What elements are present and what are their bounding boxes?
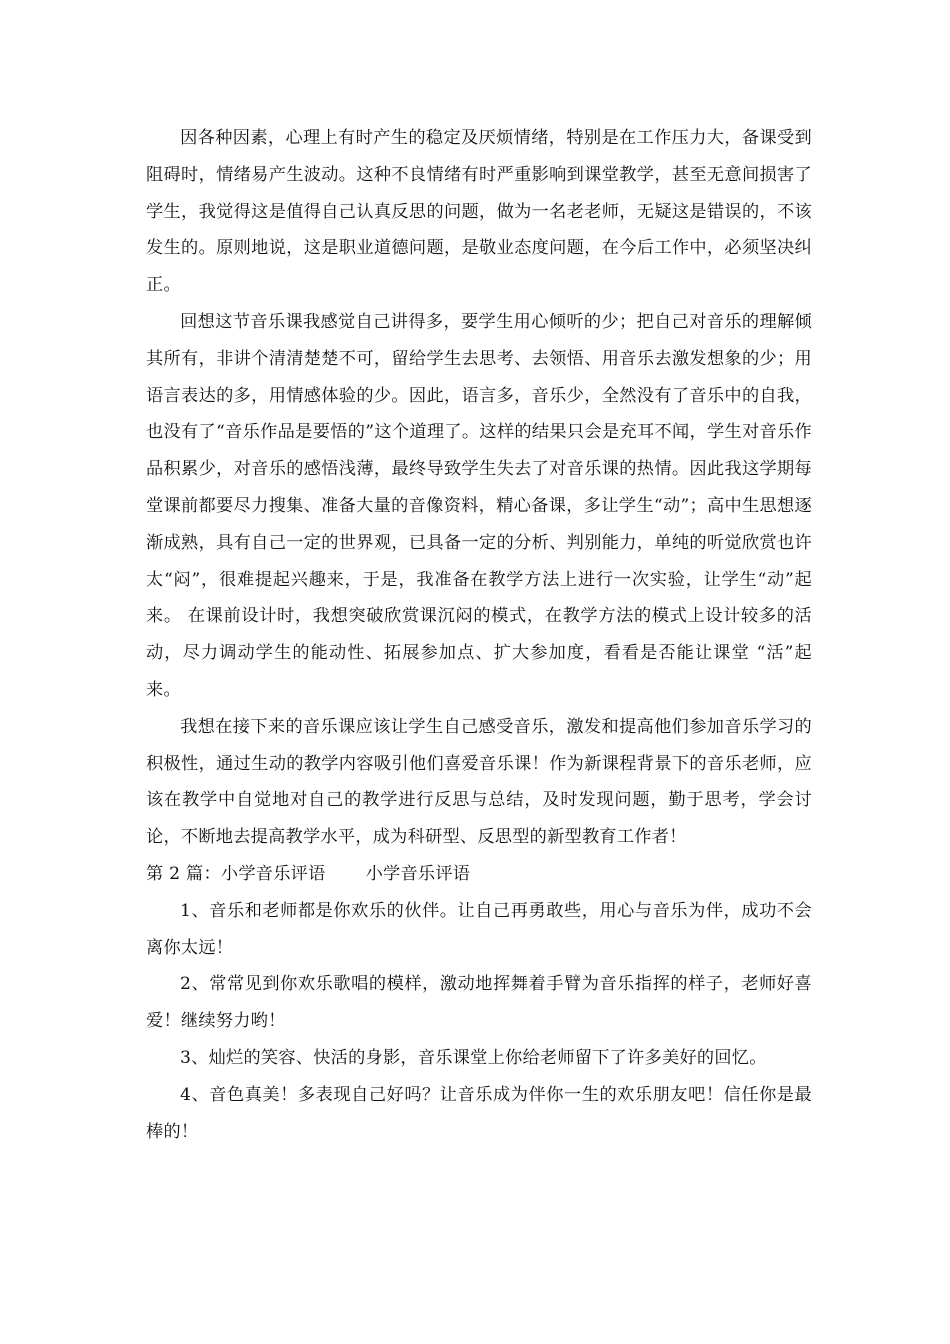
body-paragraph-2 [146,304,812,709]
section-heading-label: 第 2 篇：小学音乐评语 [146,863,326,884]
comment-item-2-text: 2、常常见到你欢乐歌唱的模样，激动地挥舞着手臂为音乐指挥的样子，老师好喜爱！继续努力哟！ [146,974,812,1032]
comment-item-3-text: 3、灿烂的笑容、快活的身影，音乐课堂上你给老师留下了许多美好的回忆。 [180,1047,767,1068]
section-heading-subtitle: 小学音乐评语 [365,863,471,884]
comment-item-4-text: 4、音色真美！多表现自己好吗？让音乐成为伴你一生的欢乐朋友吧！信任你是最棒的！ [146,1084,812,1142]
body-paragraph-2-text: 回想这节音乐课我感觉自己讲得多，要学生用心倾听的少；把自己对音乐的理解倾其所有，非讲个清清楚楚不可，留给学生去思考、去领悟、用音乐去激发想象的少；用语言表达的多，用情感体验的少。因此，语言多，音乐少，全然没有了音乐中的自我，也没有了“音乐作品是要悟的”这个道理了。这样的结果只会是充耳不闻，学生对音乐作品积累少，对音乐的感悟浅薄，最终导致学生失去了对音乐课的热情。因此我这学期每堂课前都要尽力搜集、准备大量的音像资料，精心备课，多让学生“动”；高中生思想逐渐成熟，具有自己一定的世界观，已具备一定的分析、判别能力，单纯的听觉欣赏也许太“闷”，很难提起兴趣来，于是，我准备在教学方法上进行一次实验，让学生“动”起来。 在课前设计时，我想突破欣赏课沉闷的模式，在教学方法的模式上设计较多的活动，尽力调动学生的能动性、拓展参加点、扩大参加度，看看是否能让课堂 “活”起来。 [146,311,812,700]
comment-item-4 [146,1077,812,1151]
body-paragraph-1-text: 因各种因素，心理上有时产生的稳定及厌烦情绪，特别是在工作压力大，备课受到阻碍时，情绪易产生波动。这种不良情绪有时严重影响到课堂教学，甚至无意间损害了学生，我觉得这是值得自己认真反思的问题，做为一名老老师，无疑这是错误的，不该发生的。原则地说，这是职业道德问题，是敬业态度问题，在今后工作中，必须坚决纠正。 [146,128,812,296]
document-body [146,120,812,1150]
body-paragraph-3 [146,709,812,856]
comment-item-3 [146,1040,812,1077]
section-heading [146,856,812,893]
body-paragraph-3-text: 我想在接下来的音乐课应该让学生自己感受音乐，激发和提高他们参加音乐学习的积极性，通过生动的教学内容吸引他们喜爱音乐课！作为新课程背景下的音乐老师，应该在教学中自觉地对自己的教学进行反思与总结，及时发现问题，勤于思考，学会讨论，不断地去提高教学水平，成为科研型、反思型的新型教育工作者！ [146,716,812,848]
body-paragraph-1 [146,120,812,304]
comment-item-2 [146,966,812,1040]
comment-item-1 [146,893,812,967]
comment-item-1-text: 1、音乐和老师都是你欢乐的伙伴。让自己再勇敢些，用心与音乐为伴，成功不会离你太远！ [146,900,812,958]
